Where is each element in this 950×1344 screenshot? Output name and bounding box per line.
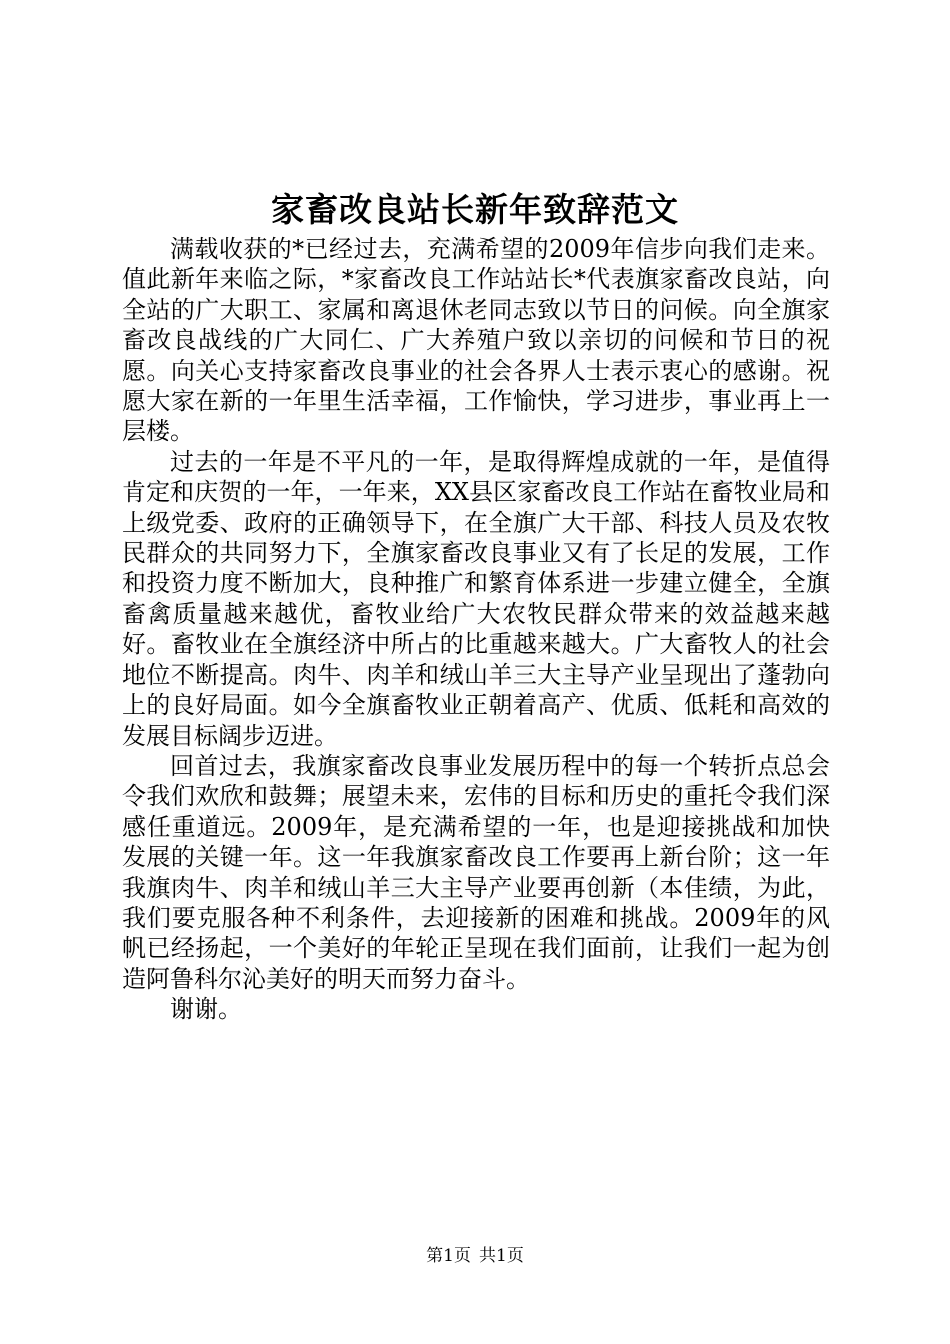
document-title: 家畜改良站长新年致辞范文 bbox=[271, 190, 679, 229]
paragraph-2: 过去的一年是不平凡的一年，是取得辉煌成就的一年，是值得肯定和庆贺的一年，一年来，XX县区家畜改良工作站在畜牧业局和上级党委、政府的正确领导下，在全旗广大干部、科技人员及农牧民群众的共同努力下，全旗家畜改良事业又有了长足的发展，工作和投资力度不断加大，良种推广和繁育体系进一步建立健全，全旗畜禽质量越来越优，畜牧业给广大农牧民群众带来的效益越来越好。畜牧业在全旗经济中所占的比重越来越大。广大畜牧人的社会地位不断提高。肉牛、肉羊和绒山羊三大主导产业呈现出了蓬勃向上的良好局面。如今全旗畜牧业正朝着高产、优质、低耗和高效的发展目标阔步迈进。 bbox=[122, 447, 830, 750]
page-number: 第1页 bbox=[426, 1246, 471, 1266]
document-body bbox=[122, 234, 830, 1025]
paragraph-4: 谢谢。 bbox=[170, 995, 242, 1024]
page-footer bbox=[0, 1244, 950, 1268]
paragraph-3: 回首过去，我旗家畜改良事业发展历程中的每一个转折点总会令我们欢欣和鼓舞；展望未来，宏伟的目标和历史的重托令我们深感任重道远。2009年，是充满希望的一年，也是迎接挑战和加快发展的关键一年。这一年我旗家畜改良工作要再上新台阶；这一年我旗肉牛、肉羊和绒山羊三大主导产业要再创新（本佳绩，为此，我们要克服各种不利条件，去迎接新的困难和挑战。2009年的风帆已经扬起，一个美好的年轮正呈现在我们面前，让我们一起为创造阿鲁科尔沁美好的明天而努力奋斗。 bbox=[122, 751, 830, 993]
page-total: 共1页 bbox=[479, 1246, 524, 1266]
paragraph-1: 满载收获的*已经过去，充满希望的2009年信步向我们走来。值此新年来临之际，*家畜改良工作站站长*代表旗家畜改良站，向全站的广大职工、家属和离退休老同志致以节日的问候。向全旗家畜改良战线的广大同仁、广大养殖户致以亲切的问候和节日的祝愿。向关心支持家畜改良事业的社会各界人士表示衷心的感谢。祝愿大家在新的一年里生活幸福，工作愉快，学习进步，事业再上一层楼。 bbox=[122, 235, 830, 446]
